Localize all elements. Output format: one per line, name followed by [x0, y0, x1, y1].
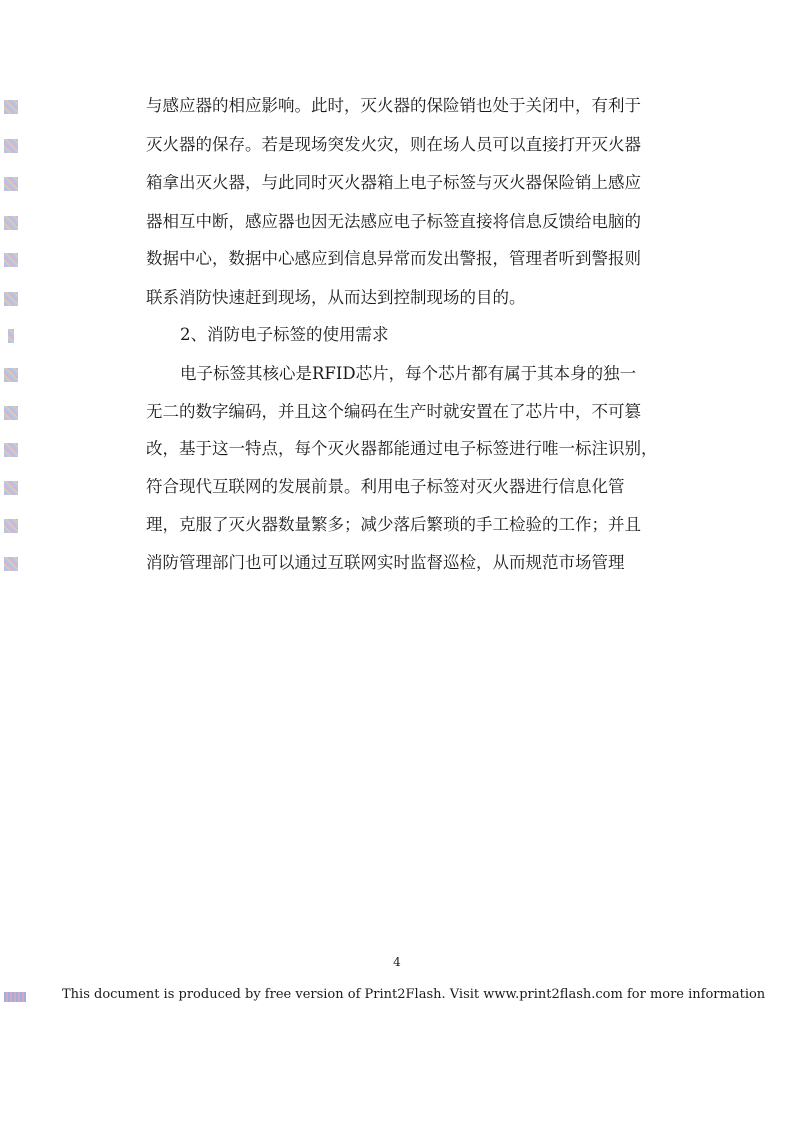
section-heading: 2、消防电子标签的使用需求: [180, 325, 389, 344]
margin-marker: [4, 519, 18, 533]
margin-marker: [8, 329, 14, 343]
margin-marker: [4, 139, 18, 153]
paragraph-line: 理，克服了灭火器数量繁多；减少落后繁琐的手工检验的工作；并且: [146, 515, 641, 534]
paragraph-line: 符合现代互联网的发展前景。利用电子标签对灭火器进行信息化管: [146, 477, 625, 496]
footer-watermark: This document is produced by free version of Print2Flash. Visit www.print2flash.com for more information: [62, 987, 766, 1002]
margin-marker: [4, 406, 18, 420]
margin-marker: [4, 253, 18, 267]
paragraph-line: 与感应器的相应影响。此时，灭火器的保险销也处于关闭中，有利于: [146, 96, 641, 115]
paragraph-line: 箱拿出灭火器，与此同时灭火器箱上电子标签与灭火器保险销上感应: [146, 173, 641, 192]
margin-marker: [4, 177, 18, 191]
margin-marker: [4, 292, 18, 306]
footer-marker: [4, 992, 26, 1002]
page-number: 4: [393, 955, 401, 969]
margin-marker: [4, 557, 18, 571]
margin-marker: [4, 100, 18, 114]
paragraph-line: 灭火器的保存。若是现场突发火灾，则在场人员可以直接打开灭火器: [146, 135, 641, 154]
margin-marker: [4, 481, 18, 495]
paragraph-line: 器相互中断，感应器也因无法感应电子标签直接将信息反馈给电脑的: [146, 212, 641, 231]
margin-marker: [4, 443, 18, 457]
paragraph-line: 联系消防快速赶到现场，从而达到控制现场的目的。: [146, 288, 526, 307]
margin-marker: [4, 368, 18, 382]
paragraph-line: 电子标签其核心是RFID芯片，每个芯片都有属于其本身的独一: [180, 364, 637, 383]
margin-marker: [4, 216, 18, 230]
paragraph-line: 无二的数字编码，并且这个编码在生产时就安置在了芯片中，不可篡: [146, 402, 641, 421]
paragraph-line: 消防管理部门也可以通过互联网实时监督巡检，从而规范市场管理: [146, 553, 625, 572]
paragraph-line: 数据中心，数据中心感应到信息异常而发出警报，管理者听到警报则: [146, 249, 641, 268]
paragraph-line: 改，基于这一特点，每个灭火器都能通过电子标签进行唯一标注识别，: [146, 439, 658, 458]
